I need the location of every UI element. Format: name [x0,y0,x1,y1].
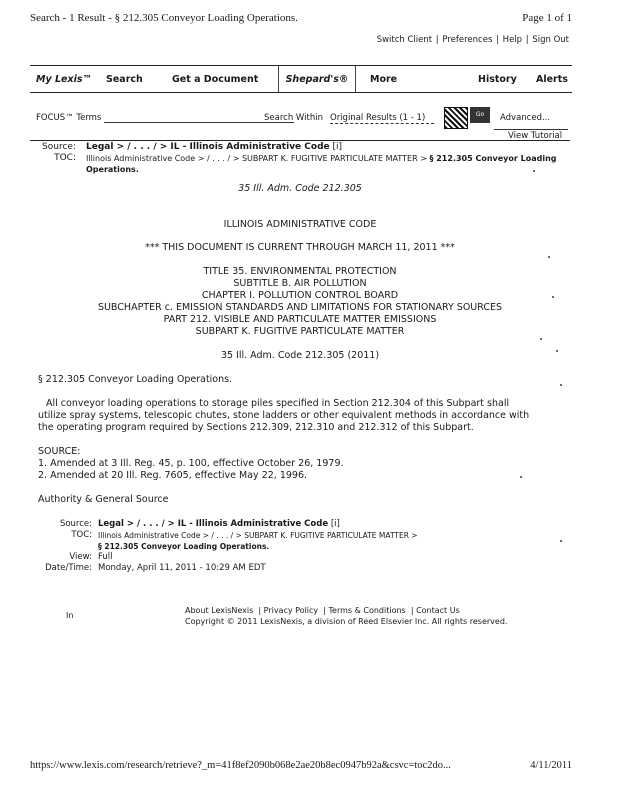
hierarchy-subpart: SUBPART K. FUGITIVE PARTICULATE MATTER [195,326,405,337]
toc-label: TOC: [54,153,76,163]
bottom-source-breadcrumb[interactable]: Legal > / . . . / > IL - Illinois Administrative Code [98,519,329,529]
scan-speck [533,170,535,172]
source-label: Source: [42,142,76,152]
scan-speck [520,476,522,478]
print-header-title: Search - 1 Result - § 212.305 Conveyor Loading Operations. [30,12,298,24]
print-header [30,12,572,24]
code-title: ILLINOIS ADMINISTRATIVE CODE [223,219,377,230]
tab-my-lexis[interactable]: My Lexis™ [36,74,92,85]
body-line-1: All conveyor loading operations to storage piles specified in Section 212.304 of this Subpart shall [46,398,510,409]
scan-speck [560,384,562,386]
datetime-label: Date/Time: [45,563,92,573]
citation-year: 35 Ill. Adm. Code 212.305 (2011) [220,350,380,361]
terms-link[interactable]: Terms & Conditions [328,606,406,615]
main-nav-tabs [30,65,572,93]
switch-client-link[interactable]: Switch Client [376,35,433,45]
focus-terms-label: FOCUS™ Terms [36,113,102,123]
source-item-2: 2. Amended at 20 Ill. Reg. 7605, effective May 22, 1996. [38,470,308,481]
footer-links: About LexisNexis | Privacy Policy | Terms & Conditions | Contact Us [185,606,460,615]
source-item-1: 1. Amended at 3 Ill. Reg. 45, p. 100, effective October 26, 1979. [38,458,344,469]
toc-breadcrumb[interactable]: Illinois Administrative Code > / . . . / > SUBPART K. FUGITIVE PARTICULATE MATTER > [86,154,427,163]
tab-search[interactable]: Search [106,74,143,85]
authority-link[interactable]: Authority & General Source [38,494,169,505]
hierarchy-part: PART 212. VISIBLE AND PARTICULATE MATTER EMISSIONS [163,314,437,325]
hierarchy-title: TITLE 35. ENVIRONMENTAL PROTECTION [203,266,397,277]
tab-get-document[interactable]: Get a Document [172,74,259,85]
hierarchy-chapter: CHAPTER I. POLLUTION CONTROL BOARD [201,290,399,301]
checkerboard-icon [444,107,468,129]
bottom-toc-breadcrumb[interactable]: Illinois Administrative Code > / . . . / > SUBPART K. FUGITIVE PARTICULATE MATTER > [98,531,418,540]
tab-shepards[interactable]: Shepard's® [278,66,356,92]
scan-speck [552,296,554,298]
tutorial-divider [494,129,568,130]
utility-links: Switch Client | Preferences | Help | Sign Out [376,35,569,45]
body-line-2: utilize spray systems, telescopic chutes, stone ladders or other equivalent methods in accordance with [38,410,530,421]
view-value: Full [98,552,113,562]
bottom-source-label: Source: [59,519,92,529]
bottom-toc-current-section: § 212.305 Conveyor Loading Operations. [98,542,270,551]
print-footer-url: https://www.lexis.com/research/retrieve?_m=41f8ef2090b068e2ae20b8ec0947b92a&csvc=toc2do... [30,760,451,771]
scan-speck [560,540,562,542]
hierarchy-subtitle: SUBTITLE B. AIR POLLUTION [233,278,367,289]
body-line-3: the operating program required by Sections 212.309, 212.310 and 212.312 of this Subpart. [38,422,474,433]
help-link[interactable]: Help [502,35,523,45]
tab-alerts[interactable]: Alerts [536,74,568,85]
sign-out-link[interactable]: Sign Out [532,35,569,45]
preferences-link[interactable]: Preferences [442,35,493,45]
source-breadcrumb[interactable]: Legal > / . . . / > IL - Illinois Administrative Code [86,142,330,152]
scan-speck [548,256,550,258]
copyright: Copyright © 2011 LexisNexis, a division of Reed Elsevier Inc. All rights reserved. [185,617,508,626]
header-divider [30,140,570,141]
section-heading: § 212.305 Conveyor Loading Operations. [38,374,233,385]
scan-speck [540,338,542,340]
toc-current-section: § 212.305 Conveyor Loading Operations. [86,154,557,174]
source-info-icon[interactable]: [i] [332,142,343,152]
tab-more[interactable]: More [370,74,398,85]
search-within-select[interactable]: Original Results (1 - 1) [330,113,434,124]
lexisnexis-logo: In [66,611,74,620]
privacy-link[interactable]: Privacy Policy [263,606,319,615]
datetime-value: Monday, April 11, 2011 - 10:29 AM EDT [98,563,266,573]
go-button[interactable]: Go [470,107,490,123]
tab-history[interactable]: History [478,74,517,85]
bottom-source-info-icon[interactable]: [i] [330,519,340,529]
scan-speck [556,350,558,352]
print-footer [30,760,572,771]
citation-top: 35 Ill. Adm. Code 212.305 [238,183,362,194]
about-link[interactable]: About LexisNexis [185,606,254,615]
view-label: View: [69,552,92,562]
source-heading: SOURCE: [38,446,81,457]
bottom-meta-block [40,519,560,589]
print-footer-date: 4/11/2011 [530,760,572,771]
bottom-toc-label: TOC: [71,530,92,540]
contact-link[interactable]: Contact Us [416,606,460,615]
hierarchy-subchapter: SUBCHAPTER c. EMISSION STANDARDS AND LIMITATIONS FOR STATIONARY SOURCES [97,302,503,313]
view-tutorial-link[interactable]: View Tutorial [508,131,563,141]
currency-notice: *** THIS DOCUMENT IS CURRENT THROUGH MARCH 11, 2011 *** [145,242,455,253]
top-source-block [42,142,562,175]
focus-search-bar [36,113,576,129]
print-header-page: Page 1 of 1 [522,12,572,24]
advanced-link[interactable]: Advanced... [500,113,551,123]
search-within-label: Search Within [264,113,323,123]
